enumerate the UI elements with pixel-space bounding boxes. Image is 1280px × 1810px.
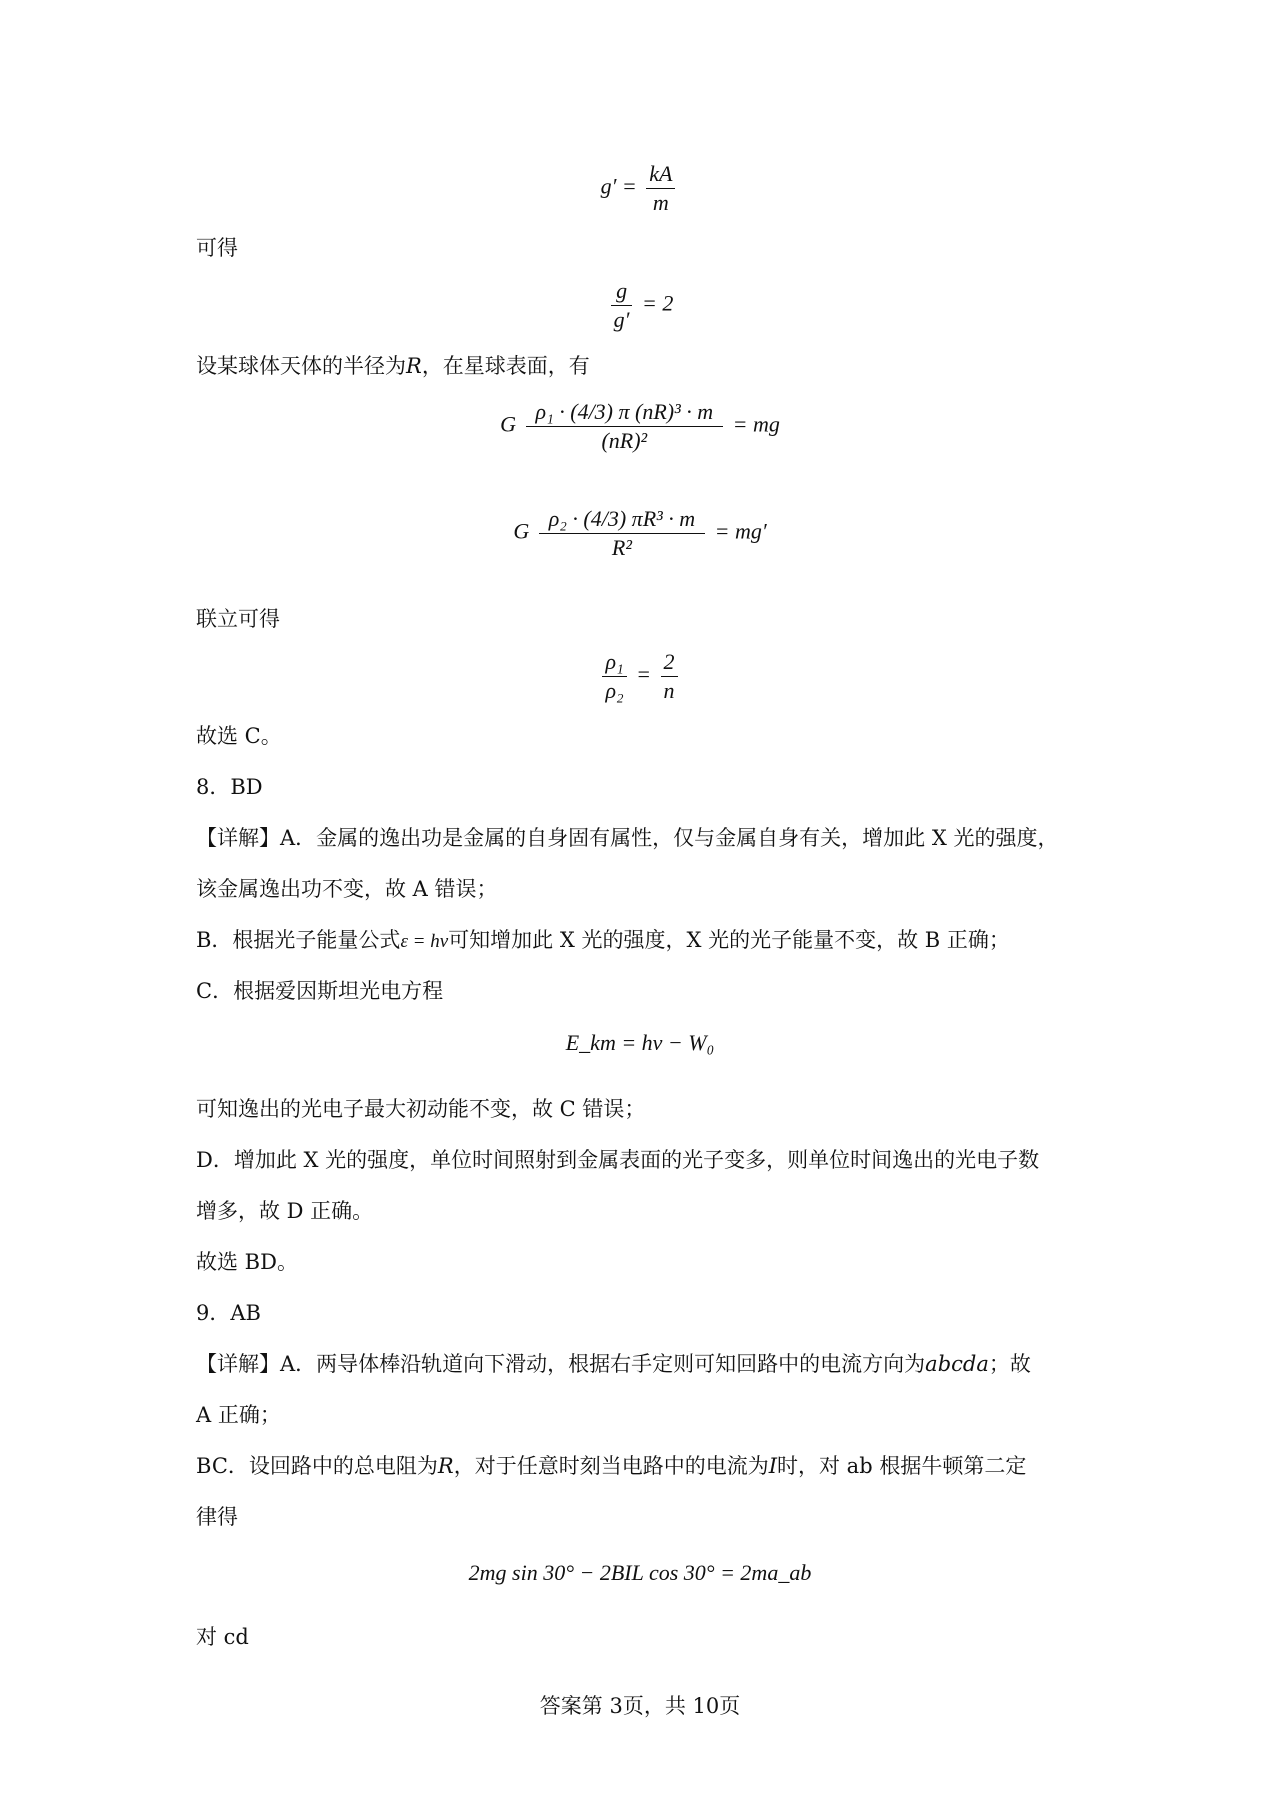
equation-g-ratio — [0, 277, 1280, 334]
text-answer-bd: 故选 BD。 — [196, 1250, 298, 1274]
q9-bc-line-2: 律得 — [196, 1505, 238, 1529]
eq5-fraction-right — [661, 648, 678, 705]
equation-photoelectric: E_km = hν − W₀ — [565, 1030, 715, 1055]
q8-b-text-a: B．根据光子能量公式 — [196, 928, 401, 952]
eq3-numerator: ρ₁ · (4/3) π (nR)³ · m — [526, 398, 724, 427]
q9-bc-a: BC．设回路中的总电阻为 — [196, 1454, 438, 1478]
text-dui-cd: 对 cd — [196, 1625, 249, 1649]
q9-detail-abcda: abcda — [925, 1352, 989, 1376]
text-radius-b: ，在星球表面，有 — [421, 354, 590, 378]
eq5-right-denominator: n — [663, 678, 675, 703]
text-answer-c: 故选 C。 — [196, 724, 282, 748]
equation-g-prime — [0, 160, 1280, 217]
eq2-denominator: g′ — [613, 307, 630, 332]
eq5-numerator: ρ₁ — [602, 648, 626, 677]
eq1-lhs: g′ = — [600, 173, 637, 199]
page-footer: 答案第 3页，共 10页 — [539, 1694, 741, 1718]
equation-newton-ab: 2mg sin 30° − 2BIL cos 30° = 2ma_ab — [468, 1560, 812, 1585]
q8-detail-line-1: 【详解】A．金属的逸出功是金属的自身固有属性，仅与金属自身有关，增加此 X 光的强度， — [196, 826, 1059, 850]
q9-bc-c: 时，对 ab 根据牛顿第二定 — [777, 1454, 1027, 1478]
q8-option-d-line-1: D．增加此 X 光的强度，单位时间照射到金属表面的光子变多，则单位时间逸出的光电子数 — [196, 1148, 1040, 1172]
q9-detail-line-1 — [196, 1349, 1031, 1379]
eq5-denominator: ρ₂ — [605, 678, 624, 703]
eq3-denominator: (nR)² — [601, 428, 648, 453]
equation-surface-1 — [0, 398, 1280, 455]
q8-c-result: 可知逸出的光电子最大初动能不变，故 C 错误； — [196, 1097, 646, 1121]
eq2-fraction — [611, 277, 633, 334]
q8-b-text-b: 可知增加此 X 光的强度，X 光的光子能量不变，故 B 正确； — [448, 928, 1010, 952]
eq4-G: G — [513, 518, 530, 544]
q9-detail-b: ；故 — [988, 1352, 1031, 1376]
q8-option-b — [196, 925, 1010, 957]
question-8-heading: 8．BD — [196, 775, 263, 799]
text-radius-R: R — [406, 354, 422, 378]
q8-detail-line-2: 该金属逸出功不变，故 A 错误； — [196, 877, 498, 901]
q9-a-correct: A 正确； — [196, 1403, 281, 1427]
q8-b-formula: ε = hν — [400, 931, 449, 952]
eq2-rhs: = 2 — [641, 290, 674, 316]
eq5-right-numerator: 2 — [661, 648, 678, 677]
eq4-fraction — [539, 505, 705, 562]
q9-bc-R: R — [437, 1454, 454, 1478]
eq4-numerator: ρ₂ · (4/3) πR³ · m — [539, 505, 705, 534]
eq1-fraction — [646, 160, 675, 217]
text-radius-intro — [196, 351, 590, 381]
eq2-numerator: g — [611, 277, 633, 306]
eq3-rhs: = mg — [732, 411, 780, 437]
eq1-numerator: kA — [646, 160, 675, 189]
text-kede: 可得 — [196, 236, 238, 260]
eq3-G: G — [500, 411, 517, 437]
text-radius-a: 设某球体天体的半径为 — [196, 354, 406, 378]
eq4-denominator: R² — [611, 535, 632, 560]
eq1-denominator: m — [652, 190, 669, 215]
equation-density-ratio — [0, 648, 1280, 705]
q8-option-c: C．根据爱因斯坦光电方程 — [196, 979, 444, 1003]
q9-bc-b: ，对于任意时刻当电路中的电流为 — [453, 1454, 769, 1478]
question-9-heading: 9．AB — [196, 1301, 261, 1325]
eq3-fraction — [526, 398, 724, 455]
eq5-equals: = — [636, 661, 652, 687]
eq5-fraction-left — [602, 648, 626, 705]
q8-option-d-line-2: 增多，故 D 正确。 — [196, 1199, 374, 1223]
q9-bc-line-1 — [196, 1451, 1026, 1481]
equation-surface-2 — [0, 505, 1280, 562]
q9-detail-a: 【详解】A．两导体棒沿轨道向下滑动，根据右手定则可知回路中的电流方向为 — [196, 1352, 926, 1376]
text-lianli: 联立可得 — [196, 607, 280, 631]
q9-bc-I: I — [768, 1454, 777, 1478]
eq4-rhs: = mg′ — [714, 518, 767, 544]
